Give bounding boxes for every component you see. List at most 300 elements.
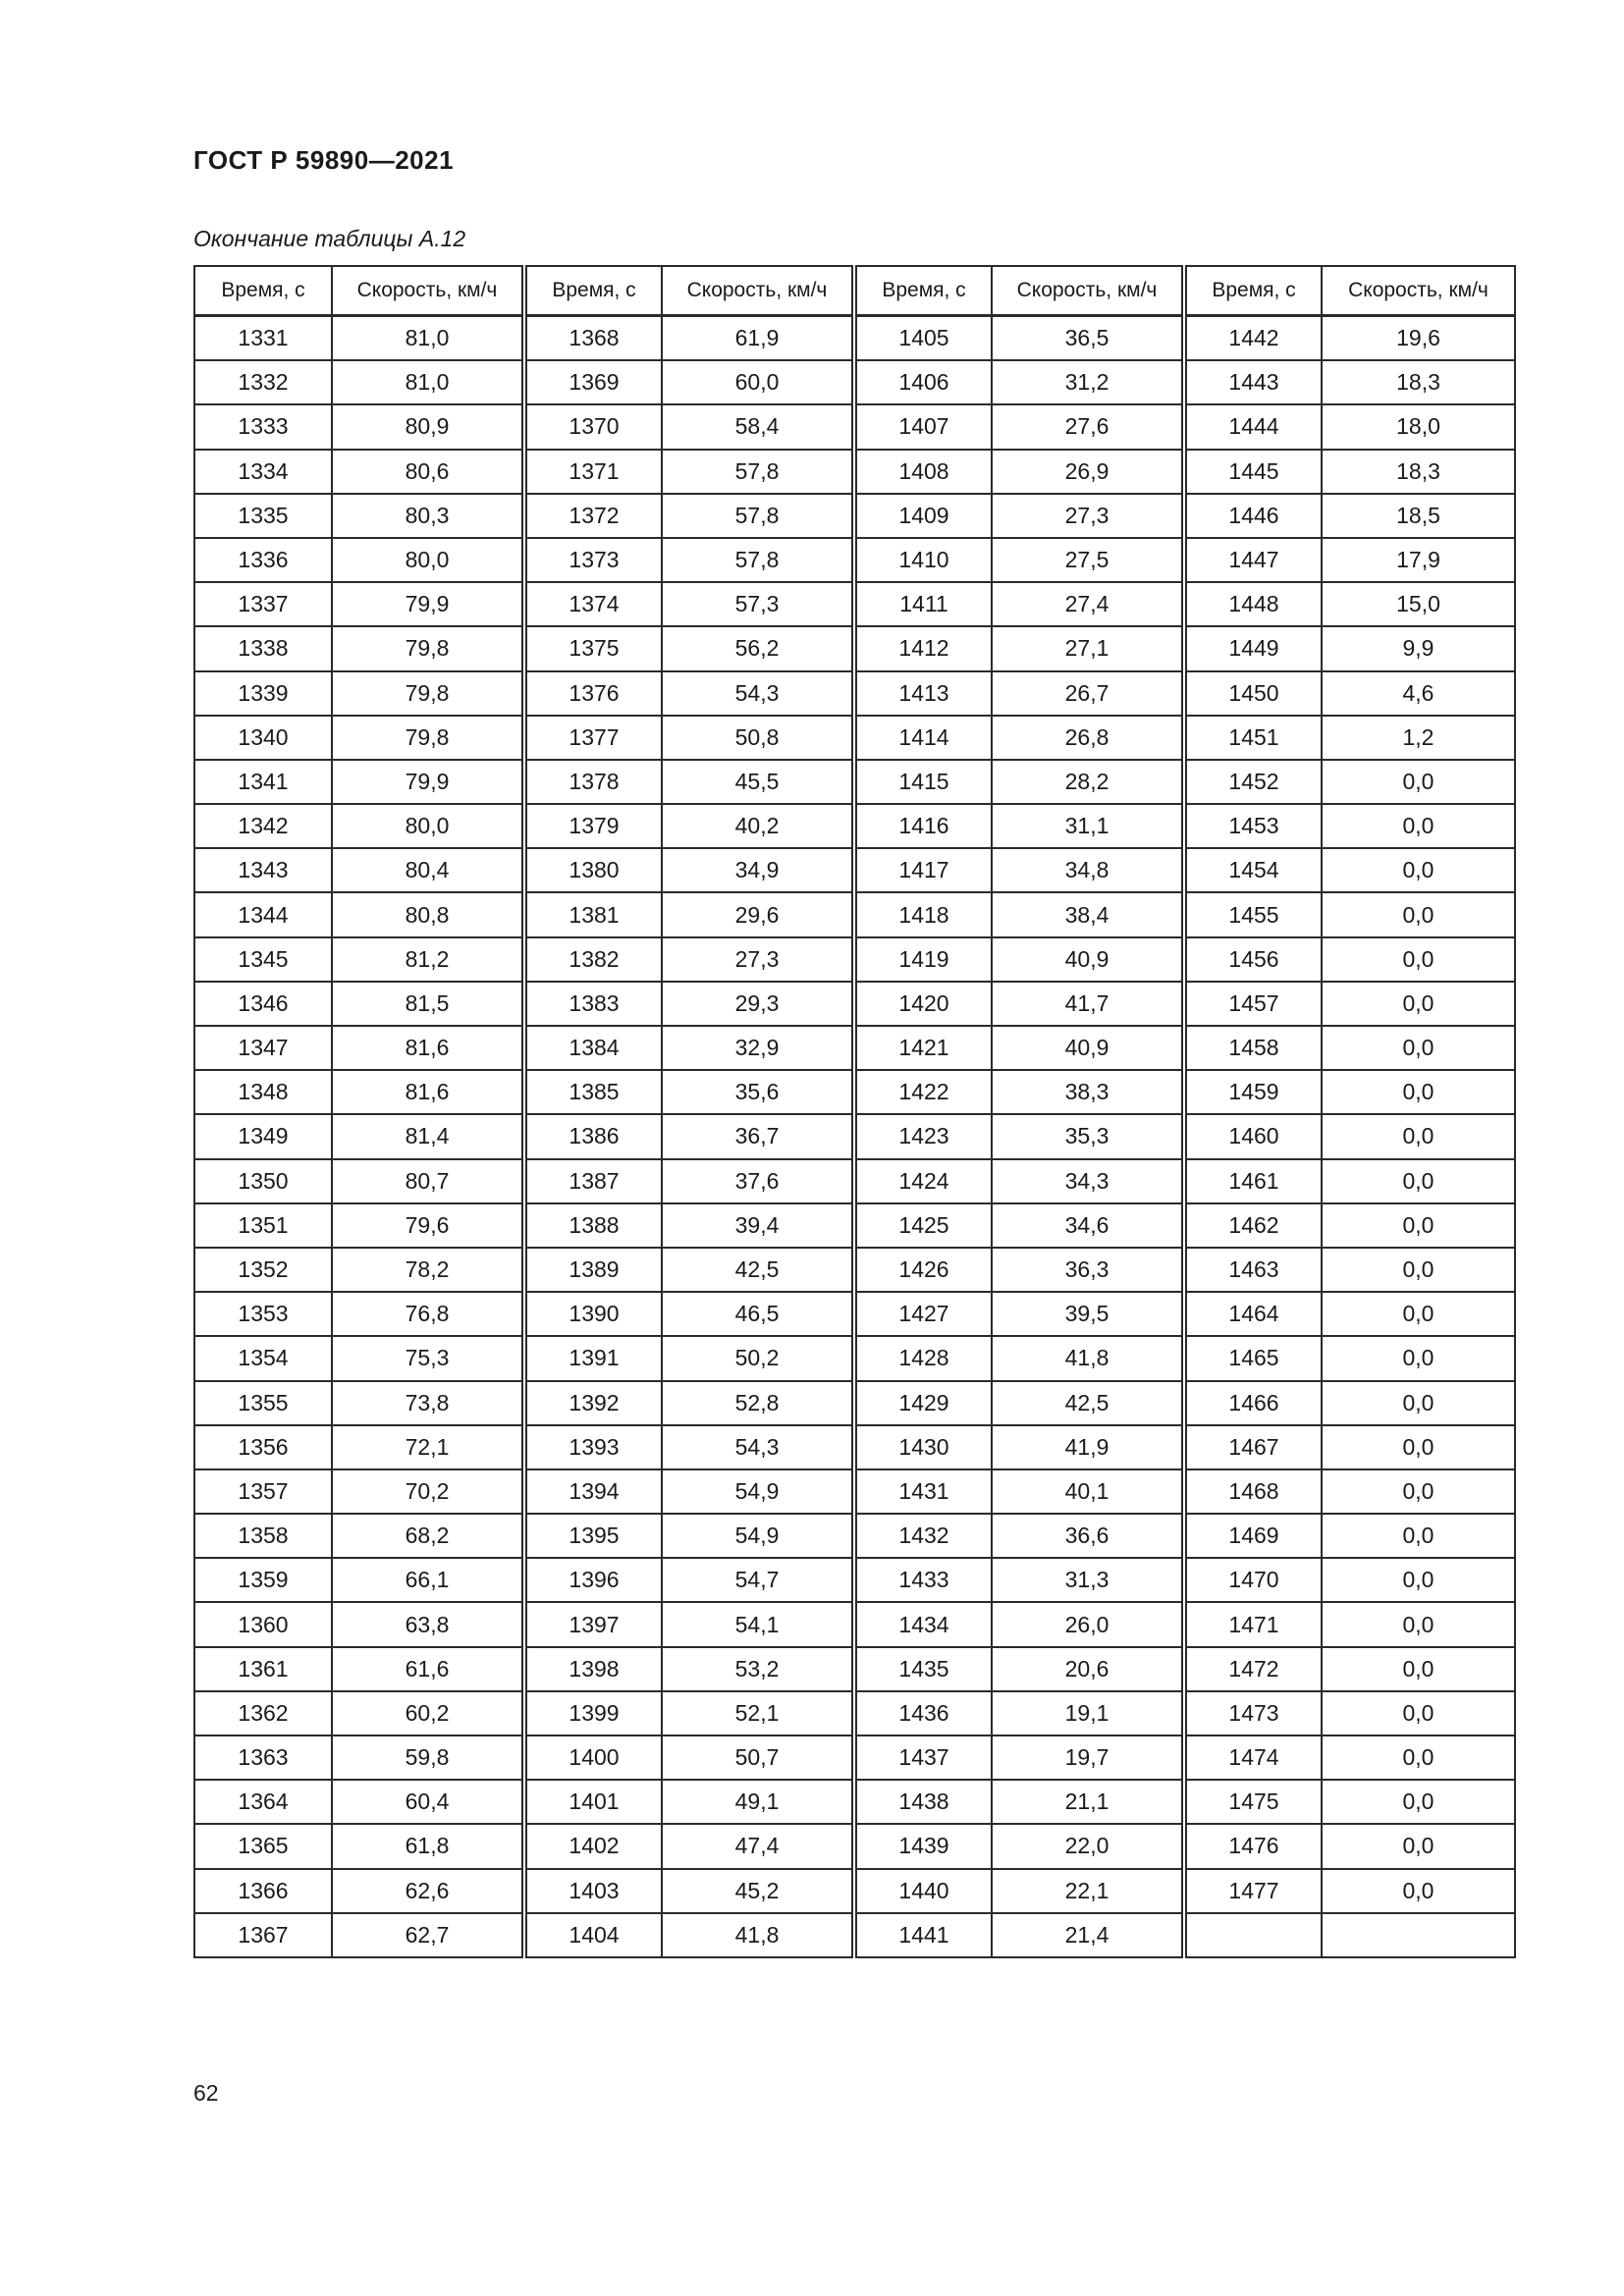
table-row <box>194 1026 1515 1070</box>
speed-cell: 27,1 <box>992 626 1184 670</box>
time-cell: 1428 <box>854 1336 992 1380</box>
speed-cell: 81,4 <box>332 1114 524 1158</box>
speed-cell: 0,0 <box>1322 937 1515 982</box>
speed-cell: 0,0 <box>1322 1425 1515 1469</box>
speed-cell: 41,9 <box>992 1425 1184 1469</box>
speed-cell: 50,8 <box>662 716 854 760</box>
time-cell: 1394 <box>524 1469 662 1514</box>
time-cell: 1476 <box>1184 1824 1322 1868</box>
table-row <box>194 494 1515 538</box>
page-number: 62 <box>193 2080 219 2106</box>
time-cell: 1390 <box>524 1292 662 1336</box>
speed-cell: 52,8 <box>662 1381 854 1425</box>
time-cell: 1461 <box>1184 1159 1322 1203</box>
table-row <box>194 1292 1515 1336</box>
speed-cell: 0,0 <box>1322 1248 1515 1292</box>
speed-cell: 79,8 <box>332 716 524 760</box>
time-cell: 1469 <box>1184 1514 1322 1558</box>
speed-cell: 38,3 <box>992 1070 1184 1114</box>
speed-cell: 81,6 <box>332 1070 524 1114</box>
time-cell: 1436 <box>854 1691 992 1735</box>
speed-cell <box>1322 1913 1515 1957</box>
time-cell: 1429 <box>854 1381 992 1425</box>
time-cell: 1403 <box>524 1869 662 1913</box>
speed-cell: 0,0 <box>1322 1292 1515 1336</box>
speed-cell: 54,3 <box>662 1425 854 1469</box>
time-cell: 1381 <box>524 892 662 936</box>
time-cell: 1342 <box>194 804 332 848</box>
time-cell: 1350 <box>194 1159 332 1203</box>
time-cell: 1379 <box>524 804 662 848</box>
time-cell: 1454 <box>1184 848 1322 892</box>
time-cell: 1351 <box>194 1203 332 1248</box>
time-cell: 1335 <box>194 494 332 538</box>
time-cell: 1458 <box>1184 1026 1322 1070</box>
time-cell: 1477 <box>1184 1869 1322 1913</box>
time-cell: 1360 <box>194 1602 332 1646</box>
speed-cell: 27,6 <box>992 404 1184 449</box>
time-cell: 1392 <box>524 1381 662 1425</box>
speed-cell: 21,4 <box>992 1913 1184 1957</box>
speed-cell: 54,9 <box>662 1514 854 1558</box>
speed-cell: 81,0 <box>332 316 524 361</box>
table-row <box>194 1691 1515 1735</box>
speed-cell: 27,3 <box>662 937 854 982</box>
speed-cell: 54,3 <box>662 671 854 716</box>
speed-cell: 57,8 <box>662 450 854 494</box>
time-cell: 1427 <box>854 1292 992 1336</box>
time-cell: 1433 <box>854 1558 992 1602</box>
time-cell: 1331 <box>194 316 332 361</box>
speed-cell: 34,9 <box>662 848 854 892</box>
time-cell: 1460 <box>1184 1114 1322 1158</box>
time-cell: 1356 <box>194 1425 332 1469</box>
time-cell: 1420 <box>854 982 992 1026</box>
time-cell: 1374 <box>524 582 662 626</box>
time-cell: 1456 <box>1184 937 1322 982</box>
time-cell: 1430 <box>854 1425 992 1469</box>
speed-table <box>193 265 1516 1958</box>
speed-cell: 31,3 <box>992 1558 1184 1602</box>
time-cell: 1363 <box>194 1735 332 1780</box>
time-cell: 1387 <box>524 1159 662 1203</box>
speed-cell: 31,1 <box>992 804 1184 848</box>
speed-cell: 34,3 <box>992 1159 1184 1203</box>
time-cell: 1384 <box>524 1026 662 1070</box>
speed-cell: 19,6 <box>1322 316 1515 361</box>
table-row <box>194 1248 1515 1292</box>
time-cell: 1423 <box>854 1114 992 1158</box>
time-cell: 1464 <box>1184 1292 1322 1336</box>
speed-cell: 53,2 <box>662 1647 854 1691</box>
speed-cell: 37,6 <box>662 1159 854 1203</box>
time-cell: 1459 <box>1184 1070 1322 1114</box>
header-speed: Скорость, км/ч <box>332 266 524 316</box>
table-row <box>194 1824 1515 1868</box>
speed-cell: 50,2 <box>662 1336 854 1380</box>
speed-cell: 76,8 <box>332 1292 524 1336</box>
time-cell: 1352 <box>194 1248 332 1292</box>
time-cell: 1445 <box>1184 450 1322 494</box>
time-cell: 1412 <box>854 626 992 670</box>
speed-cell: 60,2 <box>332 1691 524 1735</box>
speed-cell: 59,8 <box>332 1735 524 1780</box>
time-cell: 1339 <box>194 671 332 716</box>
speed-cell: 27,4 <box>992 582 1184 626</box>
table-row <box>194 760 1515 804</box>
table-row <box>194 538 1515 582</box>
time-cell: 1414 <box>854 716 992 760</box>
time-cell: 1358 <box>194 1514 332 1558</box>
time-cell: 1405 <box>854 316 992 361</box>
time-cell: 1366 <box>194 1869 332 1913</box>
speed-cell: 18,5 <box>1322 494 1515 538</box>
time-cell: 1425 <box>854 1203 992 1248</box>
time-cell: 1380 <box>524 848 662 892</box>
time-cell: 1346 <box>194 982 332 1026</box>
speed-cell: 0,0 <box>1322 982 1515 1026</box>
speed-cell: 34,8 <box>992 848 1184 892</box>
table-row <box>194 1913 1515 1957</box>
speed-cell: 21,1 <box>992 1780 1184 1824</box>
time-cell: 1437 <box>854 1735 992 1780</box>
speed-cell: 0,0 <box>1322 1469 1515 1514</box>
time-cell: 1407 <box>854 404 992 449</box>
time-cell: 1393 <box>524 1425 662 1469</box>
speed-cell: 80,0 <box>332 804 524 848</box>
speed-cell: 1,2 <box>1322 716 1515 760</box>
table-row <box>194 316 1515 361</box>
time-cell: 1452 <box>1184 760 1322 804</box>
time-cell: 1471 <box>1184 1602 1322 1646</box>
time-cell: 1442 <box>1184 316 1322 361</box>
time-cell: 1353 <box>194 1292 332 1336</box>
speed-cell: 79,8 <box>332 671 524 716</box>
speed-cell: 52,1 <box>662 1691 854 1735</box>
time-cell: 1359 <box>194 1558 332 1602</box>
time-cell: 1357 <box>194 1469 332 1514</box>
speed-cell: 70,2 <box>332 1469 524 1514</box>
time-cell: 1354 <box>194 1336 332 1380</box>
speed-cell: 0,0 <box>1322 1780 1515 1824</box>
speed-cell: 18,3 <box>1322 450 1515 494</box>
speed-cell: 40,2 <box>662 804 854 848</box>
speed-cell: 27,3 <box>992 494 1184 538</box>
speed-cell: 61,6 <box>332 1647 524 1691</box>
time-cell: 1344 <box>194 892 332 936</box>
time-cell: 1400 <box>524 1735 662 1780</box>
time-cell: 1370 <box>524 404 662 449</box>
time-cell: 1410 <box>854 538 992 582</box>
table-row <box>194 1203 1515 1248</box>
speed-cell: 41,8 <box>992 1336 1184 1380</box>
time-cell: 1462 <box>1184 1203 1322 1248</box>
speed-cell: 56,2 <box>662 626 854 670</box>
time-cell: 1371 <box>524 450 662 494</box>
table-row <box>194 1336 1515 1380</box>
speed-cell: 80,9 <box>332 404 524 449</box>
speed-cell: 41,7 <box>992 982 1184 1026</box>
speed-cell: 57,8 <box>662 538 854 582</box>
table-row <box>194 1159 1515 1203</box>
time-cell: 1343 <box>194 848 332 892</box>
time-cell: 1402 <box>524 1824 662 1868</box>
time-cell: 1455 <box>1184 892 1322 936</box>
time-cell: 1426 <box>854 1248 992 1292</box>
time-cell: 1368 <box>524 316 662 361</box>
time-cell: 1440 <box>854 1869 992 1913</box>
speed-cell: 19,1 <box>992 1691 1184 1735</box>
table-row <box>194 848 1515 892</box>
speed-cell: 36,5 <box>992 316 1184 361</box>
table-row <box>194 360 1515 404</box>
time-cell: 1435 <box>854 1647 992 1691</box>
speed-cell: 40,1 <box>992 1469 1184 1514</box>
speed-cell: 9,9 <box>1322 626 1515 670</box>
speed-cell: 32,9 <box>662 1026 854 1070</box>
time-cell: 1364 <box>194 1780 332 1824</box>
speed-cell: 0,0 <box>1322 1824 1515 1868</box>
speed-cell: 54,7 <box>662 1558 854 1602</box>
speed-cell: 63,8 <box>332 1602 524 1646</box>
table-row <box>194 671 1515 716</box>
time-cell: 1463 <box>1184 1248 1322 1292</box>
time-cell: 1332 <box>194 360 332 404</box>
table-row <box>194 1070 1515 1114</box>
time-cell: 1375 <box>524 626 662 670</box>
speed-cell: 60,4 <box>332 1780 524 1824</box>
time-cell: 1336 <box>194 538 332 582</box>
speed-cell: 0,0 <box>1322 1336 1515 1380</box>
time-cell: 1470 <box>1184 1558 1322 1602</box>
time-cell: 1362 <box>194 1691 332 1735</box>
time-cell: 1388 <box>524 1203 662 1248</box>
speed-cell: 19,7 <box>992 1735 1184 1780</box>
speed-cell: 47,4 <box>662 1824 854 1868</box>
speed-cell: 22,0 <box>992 1824 1184 1868</box>
speed-cell: 38,4 <box>992 892 1184 936</box>
speed-cell: 0,0 <box>1322 1159 1515 1203</box>
speed-cell: 34,6 <box>992 1203 1184 1248</box>
time-cell: 1468 <box>1184 1469 1322 1514</box>
table-row <box>194 1381 1515 1425</box>
speed-cell: 54,1 <box>662 1602 854 1646</box>
table-row <box>194 1469 1515 1514</box>
time-cell: 1397 <box>524 1602 662 1646</box>
time-cell: 1376 <box>524 671 662 716</box>
time-cell: 1416 <box>854 804 992 848</box>
header-time: Время, с <box>854 266 992 316</box>
speed-cell: 0,0 <box>1322 760 1515 804</box>
speed-cell: 61,8 <box>332 1824 524 1868</box>
speed-cell: 62,6 <box>332 1869 524 1913</box>
table-row <box>194 1602 1515 1646</box>
time-cell: 1418 <box>854 892 992 936</box>
speed-cell: 36,3 <box>992 1248 1184 1292</box>
speed-cell: 4,6 <box>1322 671 1515 716</box>
time-cell: 1373 <box>524 538 662 582</box>
speed-cell: 0,0 <box>1322 1602 1515 1646</box>
time-cell: 1411 <box>854 582 992 626</box>
speed-cell: 26,7 <box>992 671 1184 716</box>
time-cell: 1382 <box>524 937 662 982</box>
table-row <box>194 1780 1515 1824</box>
speed-cell: 26,9 <box>992 450 1184 494</box>
speed-cell: 29,6 <box>662 892 854 936</box>
speed-cell: 49,1 <box>662 1780 854 1824</box>
header-speed: Скорость, км/ч <box>992 266 1184 316</box>
time-cell: 1404 <box>524 1913 662 1957</box>
table-row <box>194 1735 1515 1780</box>
time-cell: 1457 <box>1184 982 1322 1026</box>
time-cell: 1409 <box>854 494 992 538</box>
speed-cell: 20,6 <box>992 1647 1184 1691</box>
speed-cell: 58,4 <box>662 404 854 449</box>
time-cell: 1432 <box>854 1514 992 1558</box>
time-cell: 1434 <box>854 1602 992 1646</box>
speed-cell: 0,0 <box>1322 1381 1515 1425</box>
table-caption: Окончание таблицы А.12 <box>193 226 466 251</box>
time-cell: 1441 <box>854 1913 992 1957</box>
time-cell: 1338 <box>194 626 332 670</box>
time-cell: 1341 <box>194 760 332 804</box>
speed-cell: 27,5 <box>992 538 1184 582</box>
speed-cell: 29,3 <box>662 982 854 1026</box>
speed-cell: 40,9 <box>992 937 1184 982</box>
time-cell: 1413 <box>854 671 992 716</box>
speed-cell: 0,0 <box>1322 1114 1515 1158</box>
time-cell: 1466 <box>1184 1381 1322 1425</box>
header-time: Время, с <box>524 266 662 316</box>
speed-cell: 18,3 <box>1322 360 1515 404</box>
speed-cell: 0,0 <box>1322 892 1515 936</box>
speed-cell: 57,3 <box>662 582 854 626</box>
speed-cell: 31,2 <box>992 360 1184 404</box>
time-cell: 1334 <box>194 450 332 494</box>
speed-cell: 78,2 <box>332 1248 524 1292</box>
time-cell: 1465 <box>1184 1336 1322 1380</box>
table-row <box>194 1425 1515 1469</box>
time-cell: 1408 <box>854 450 992 494</box>
speed-cell: 36,6 <box>992 1514 1184 1558</box>
table-row <box>194 1514 1515 1558</box>
time-cell: 1349 <box>194 1114 332 1158</box>
speed-cell: 45,5 <box>662 760 854 804</box>
time-cell: 1449 <box>1184 626 1322 670</box>
time-cell: 1337 <box>194 582 332 626</box>
header-time: Время, с <box>194 266 332 316</box>
speed-cell: 66,1 <box>332 1558 524 1602</box>
speed-cell: 62,7 <box>332 1913 524 1957</box>
time-cell: 1448 <box>1184 582 1322 626</box>
speed-cell: 0,0 <box>1322 1514 1515 1558</box>
speed-cell: 0,0 <box>1322 1869 1515 1913</box>
time-cell: 1386 <box>524 1114 662 1158</box>
time-cell: 1443 <box>1184 360 1322 404</box>
time-cell: 1446 <box>1184 494 1322 538</box>
time-cell: 1355 <box>194 1381 332 1425</box>
time-cell: 1474 <box>1184 1735 1322 1780</box>
header-time: Время, с <box>1184 266 1322 316</box>
speed-cell: 80,3 <box>332 494 524 538</box>
time-cell: 1365 <box>194 1824 332 1868</box>
speed-cell: 39,4 <box>662 1203 854 1248</box>
time-cell: 1422 <box>854 1070 992 1114</box>
speed-cell: 22,1 <box>992 1869 1184 1913</box>
time-cell: 1472 <box>1184 1647 1322 1691</box>
speed-cell: 35,6 <box>662 1070 854 1114</box>
time-cell: 1453 <box>1184 804 1322 848</box>
speed-cell: 79,6 <box>332 1203 524 1248</box>
table-row <box>194 1869 1515 1913</box>
time-cell: 1475 <box>1184 1780 1322 1824</box>
time-cell: 1399 <box>524 1691 662 1735</box>
speed-cell: 45,2 <box>662 1869 854 1913</box>
speed-cell: 41,8 <box>662 1913 854 1957</box>
speed-cell: 57,8 <box>662 494 854 538</box>
time-cell: 1395 <box>524 1514 662 1558</box>
speed-cell: 79,9 <box>332 582 524 626</box>
speed-cell: 61,9 <box>662 316 854 361</box>
speed-cell: 72,1 <box>332 1425 524 1469</box>
speed-cell: 60,0 <box>662 360 854 404</box>
speed-cell: 50,7 <box>662 1735 854 1780</box>
speed-cell: 26,8 <box>992 716 1184 760</box>
speed-cell: 75,3 <box>332 1336 524 1380</box>
speed-cell: 80,6 <box>332 450 524 494</box>
speed-cell: 0,0 <box>1322 848 1515 892</box>
speed-cell: 18,0 <box>1322 404 1515 449</box>
time-cell: 1333 <box>194 404 332 449</box>
speed-cell: 81,5 <box>332 982 524 1026</box>
speed-cell: 81,0 <box>332 360 524 404</box>
table-row <box>194 937 1515 982</box>
speed-cell: 79,9 <box>332 760 524 804</box>
speed-cell: 79,8 <box>332 626 524 670</box>
speed-cell: 81,2 <box>332 937 524 982</box>
time-cell: 1396 <box>524 1558 662 1602</box>
time-cell: 1347 <box>194 1026 332 1070</box>
speed-cell: 80,0 <box>332 538 524 582</box>
speed-cell: 46,5 <box>662 1292 854 1336</box>
header-speed: Скорость, км/ч <box>662 266 854 316</box>
speed-cell: 80,7 <box>332 1159 524 1203</box>
table-body <box>194 316 1515 1957</box>
speed-cell: 0,0 <box>1322 804 1515 848</box>
table-row <box>194 626 1515 670</box>
time-cell: 1451 <box>1184 716 1322 760</box>
table-row <box>194 450 1515 494</box>
speed-cell: 0,0 <box>1322 1558 1515 1602</box>
speed-cell: 28,2 <box>992 760 1184 804</box>
time-cell: 1424 <box>854 1159 992 1203</box>
speed-cell: 73,8 <box>332 1381 524 1425</box>
document-title: ГОСТ Р 59890—2021 <box>193 145 455 175</box>
speed-cell: 0,0 <box>1322 1647 1515 1691</box>
speed-cell: 0,0 <box>1322 1691 1515 1735</box>
speed-cell: 54,9 <box>662 1469 854 1514</box>
speed-cell: 81,6 <box>332 1026 524 1070</box>
time-cell: 1431 <box>854 1469 992 1514</box>
time-cell: 1473 <box>1184 1691 1322 1735</box>
time-cell: 1415 <box>854 760 992 804</box>
time-cell: 1438 <box>854 1780 992 1824</box>
time-cell: 1417 <box>854 848 992 892</box>
time-cell: 1401 <box>524 1780 662 1824</box>
table-row <box>194 1114 1515 1158</box>
speed-cell: 40,9 <box>992 1026 1184 1070</box>
time-cell: 1367 <box>194 1913 332 1957</box>
